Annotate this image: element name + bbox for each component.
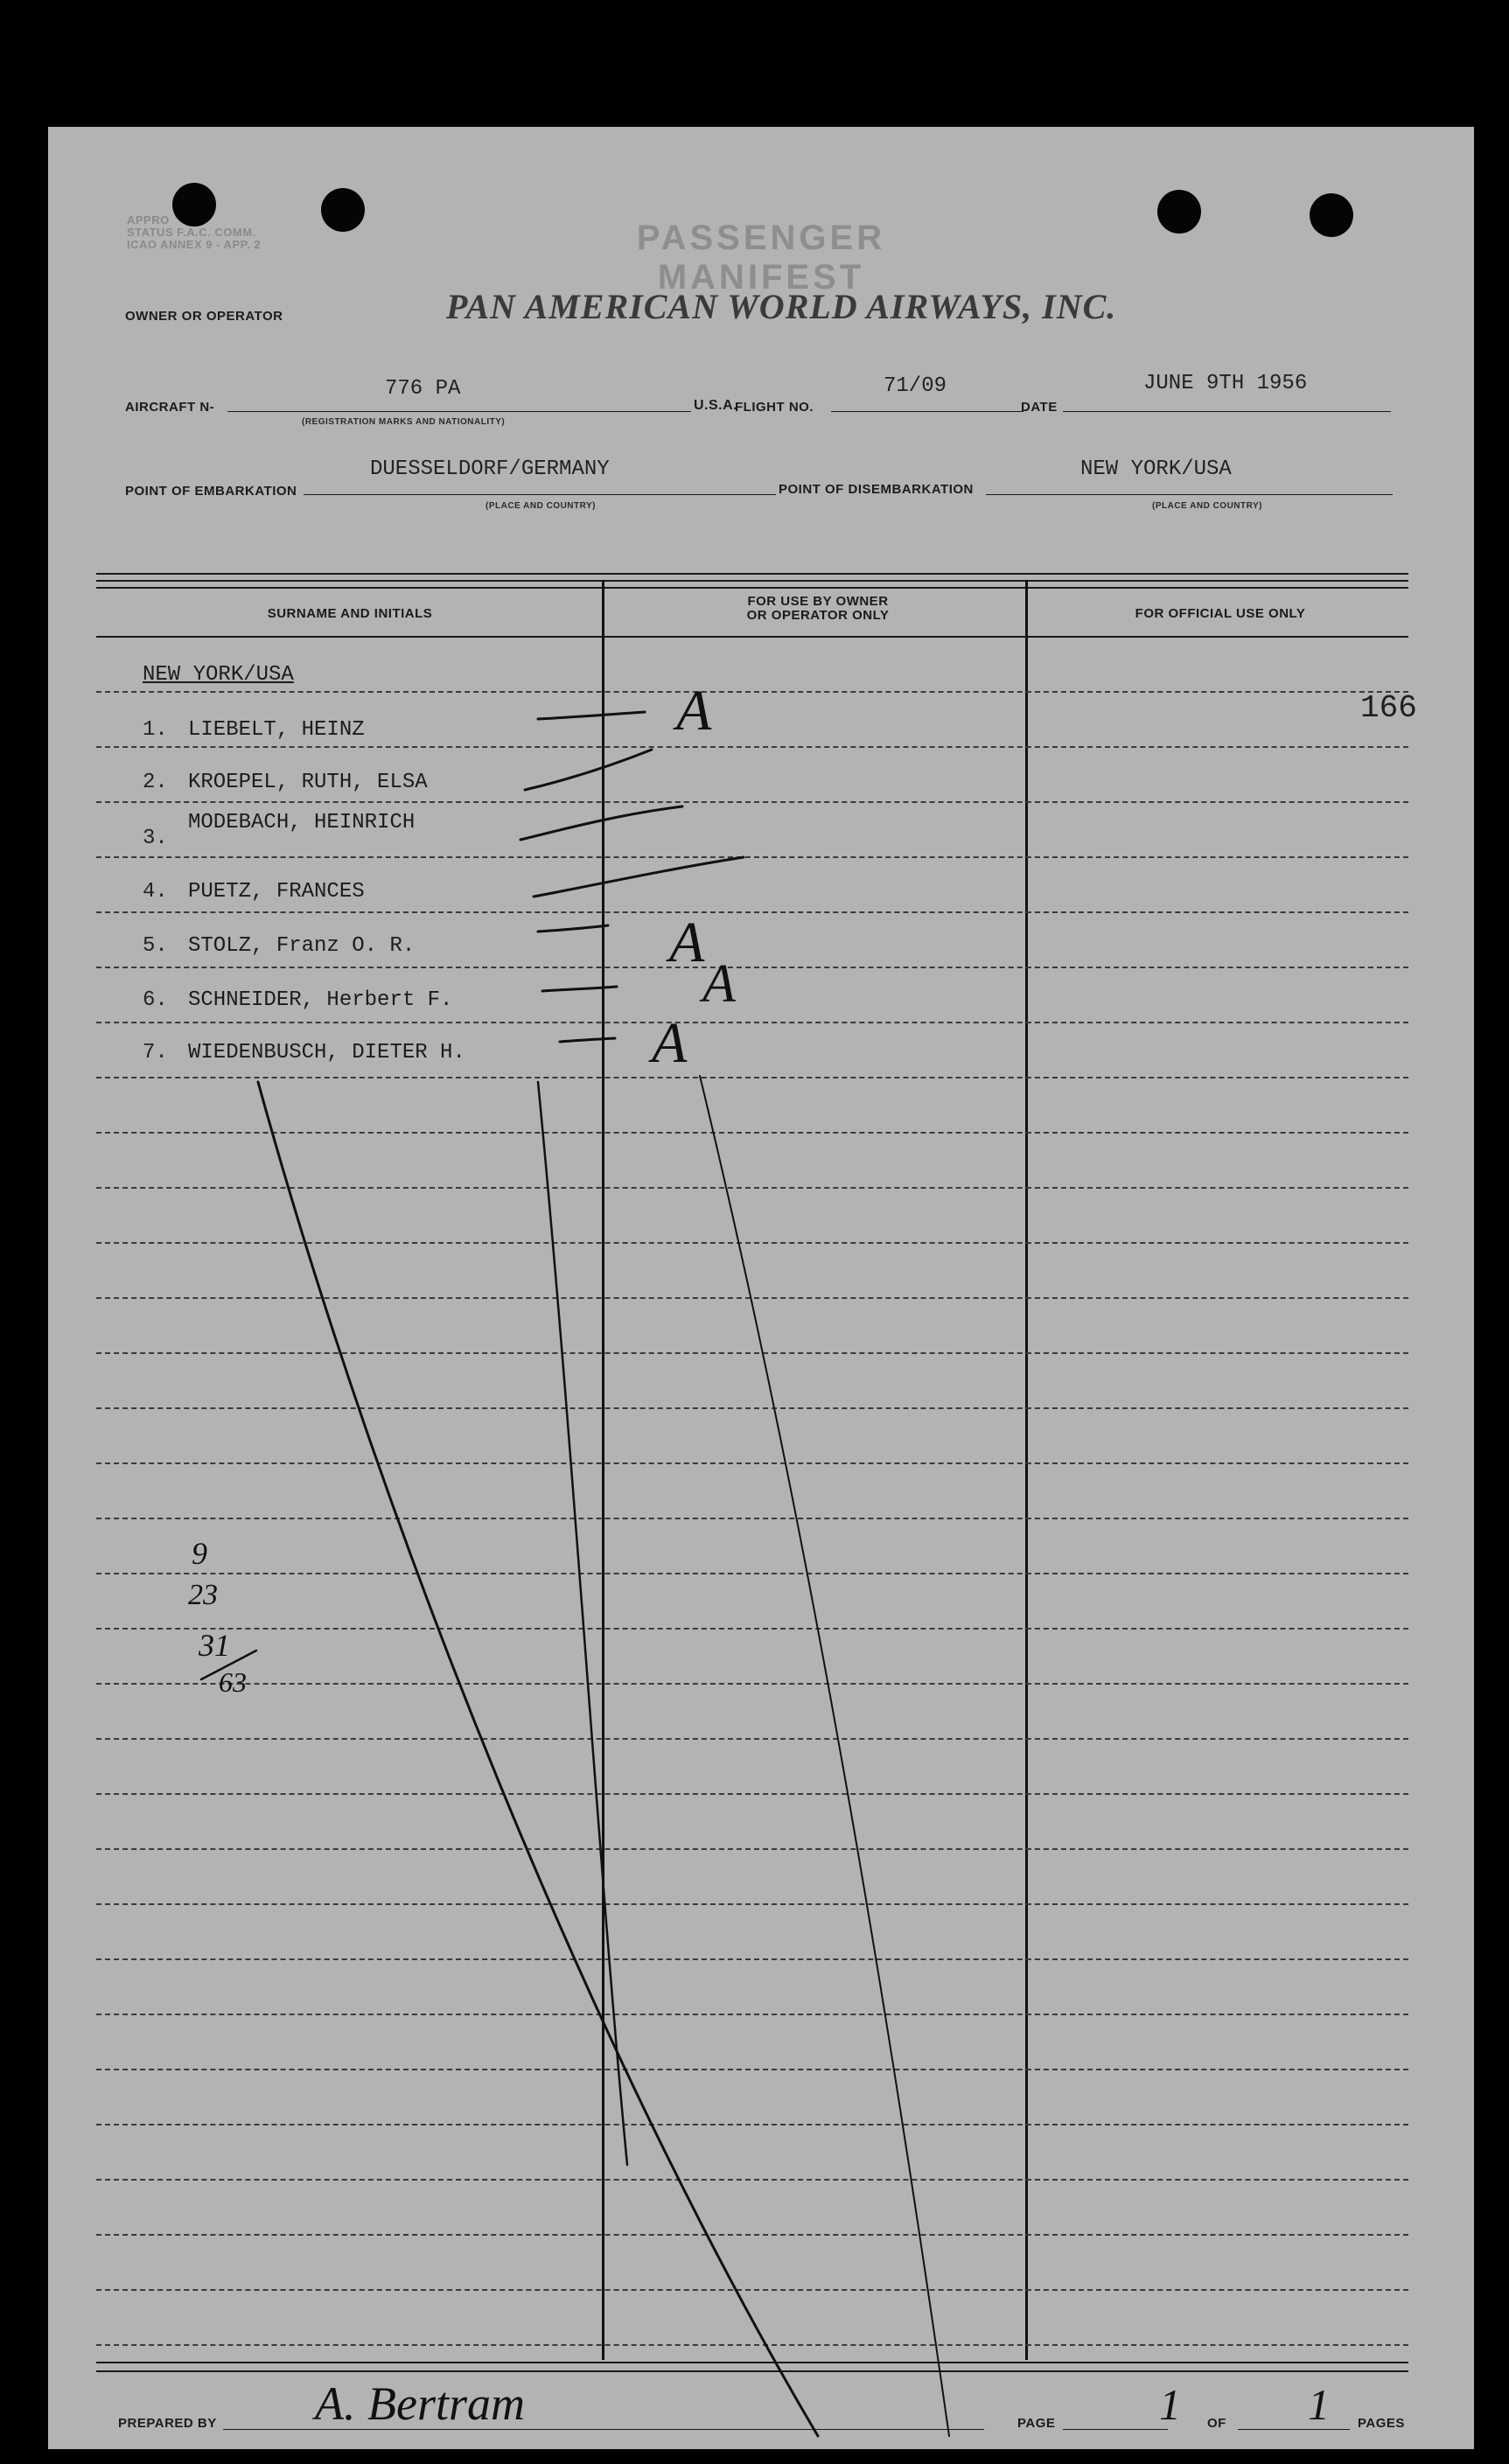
approval-line-2: STATUS F.A.C. COMM. (127, 226, 256, 239)
passenger-number: 7. (143, 1041, 168, 1064)
col-header-surname: SURNAME AND INITIALS (267, 606, 433, 621)
form-title: PASSENGER MANIFEST (636, 219, 886, 297)
long-pen-line-1 (258, 1082, 818, 2436)
usa-label: U.S.A. (694, 398, 738, 413)
tally-divider-stroke (201, 1651, 256, 1679)
operator-mark-1: A (676, 679, 712, 743)
disembark-sublabel: (PLACE AND COUNTRY) (1152, 501, 1262, 511)
aircraft-value: 776 PA (385, 377, 461, 401)
col-header-operator-line2: OR OPERATOR ONLY (746, 608, 890, 623)
passenger-name: WIEDENBUSCH, DIETER H. (188, 1041, 465, 1064)
aircraft-label: AIRCRAFT N- (125, 400, 215, 415)
disembark-value: NEW YORK/USA (1080, 457, 1232, 481)
flight-value: 71/09 (884, 374, 947, 398)
embark-label: POINT OF EMBARKATION (125, 484, 297, 499)
check-stroke-7 (560, 1038, 615, 1042)
embark-sublabel: (PLACE AND COUNTRY) (486, 501, 596, 511)
tally-number: 63 (219, 1666, 247, 1698)
operator-mark-7: A (652, 1011, 688, 1075)
of-label: OF (1207, 2416, 1226, 2431)
check-stroke-6 (542, 987, 617, 991)
page-label: PAGE (1017, 2416, 1056, 2431)
check-stroke-1 (538, 712, 645, 719)
check-stroke-2 (525, 750, 652, 790)
passenger-name: STOLZ, Franz O. R. (188, 934, 416, 958)
tally-number: 9 (192, 1536, 207, 1571)
check-stroke-5 (538, 925, 608, 932)
aircraft-sublabel: (REGISTRATION MARKS AND NATIONALITY) (302, 417, 506, 427)
tally-number: 23 (188, 1579, 218, 1611)
passenger-number: 1. (143, 718, 168, 742)
check-stroke-3 (520, 806, 682, 840)
operator-name: PAN AMERICAN WORLD AIRWAYS, INC. (446, 287, 1117, 326)
prepared-label: PREPARED BY (118, 2416, 217, 2431)
passenger-name: KROEPEL, RUTH, ELSA (188, 771, 428, 794)
tally-number: 31 (199, 1628, 230, 1663)
official-count: 166 (1360, 690, 1417, 726)
passenger-number: 4. (143, 880, 168, 904)
col-header-official: FOR OFFICIAL USE ONLY (1135, 606, 1306, 621)
pages-label: PAGES (1358, 2416, 1405, 2431)
long-pen-line-3 (700, 1076, 949, 2436)
flight-label: FLIGHT NO. (735, 400, 814, 415)
embark-value: DUESSELDORF/GERMANY (370, 457, 610, 481)
passenger-number: 5. (143, 934, 168, 958)
disembark-label: POINT OF DISEMBARKATION (779, 482, 974, 497)
destination-heading: NEW YORK/USA (143, 663, 294, 687)
prepared-signature: A. Bertram (315, 2377, 525, 2430)
passenger-name: LIEBELT, HEINZ (188, 718, 365, 742)
date-label: DATE (1021, 400, 1058, 415)
check-stroke-4 (534, 857, 744, 897)
page-value: 1 (1159, 2380, 1181, 2429)
col-header-operator-line1: FOR USE BY OWNER (747, 594, 889, 609)
approval-line-3: ICAO ANNEX 9 - APP. 2 (127, 238, 262, 251)
passenger-name: PUETZ, FRANCES (188, 880, 365, 904)
approval-line-1: APPRO (127, 213, 170, 227)
passenger-name: SCHNEIDER, Herbert F. (188, 988, 453, 1012)
passenger-name: MODEBACH, HEINRICH (188, 811, 416, 834)
manifest-sheet (48, 127, 1474, 2449)
passenger-number: 2. (143, 771, 168, 794)
operator-mark-5: A (669, 911, 705, 974)
owner-label: OWNER OR OPERATOR (125, 309, 283, 324)
passenger-number: 6. (143, 988, 168, 1012)
date-value: JUNE 9TH 1956 (1143, 372, 1308, 395)
pages-value: 1 (1308, 2380, 1330, 2429)
operator-mark-6: A (702, 954, 736, 1014)
pen-strokes (48, 127, 1474, 2449)
long-pen-line-2 (538, 1082, 627, 2165)
passenger-number: 3. (143, 827, 168, 850)
